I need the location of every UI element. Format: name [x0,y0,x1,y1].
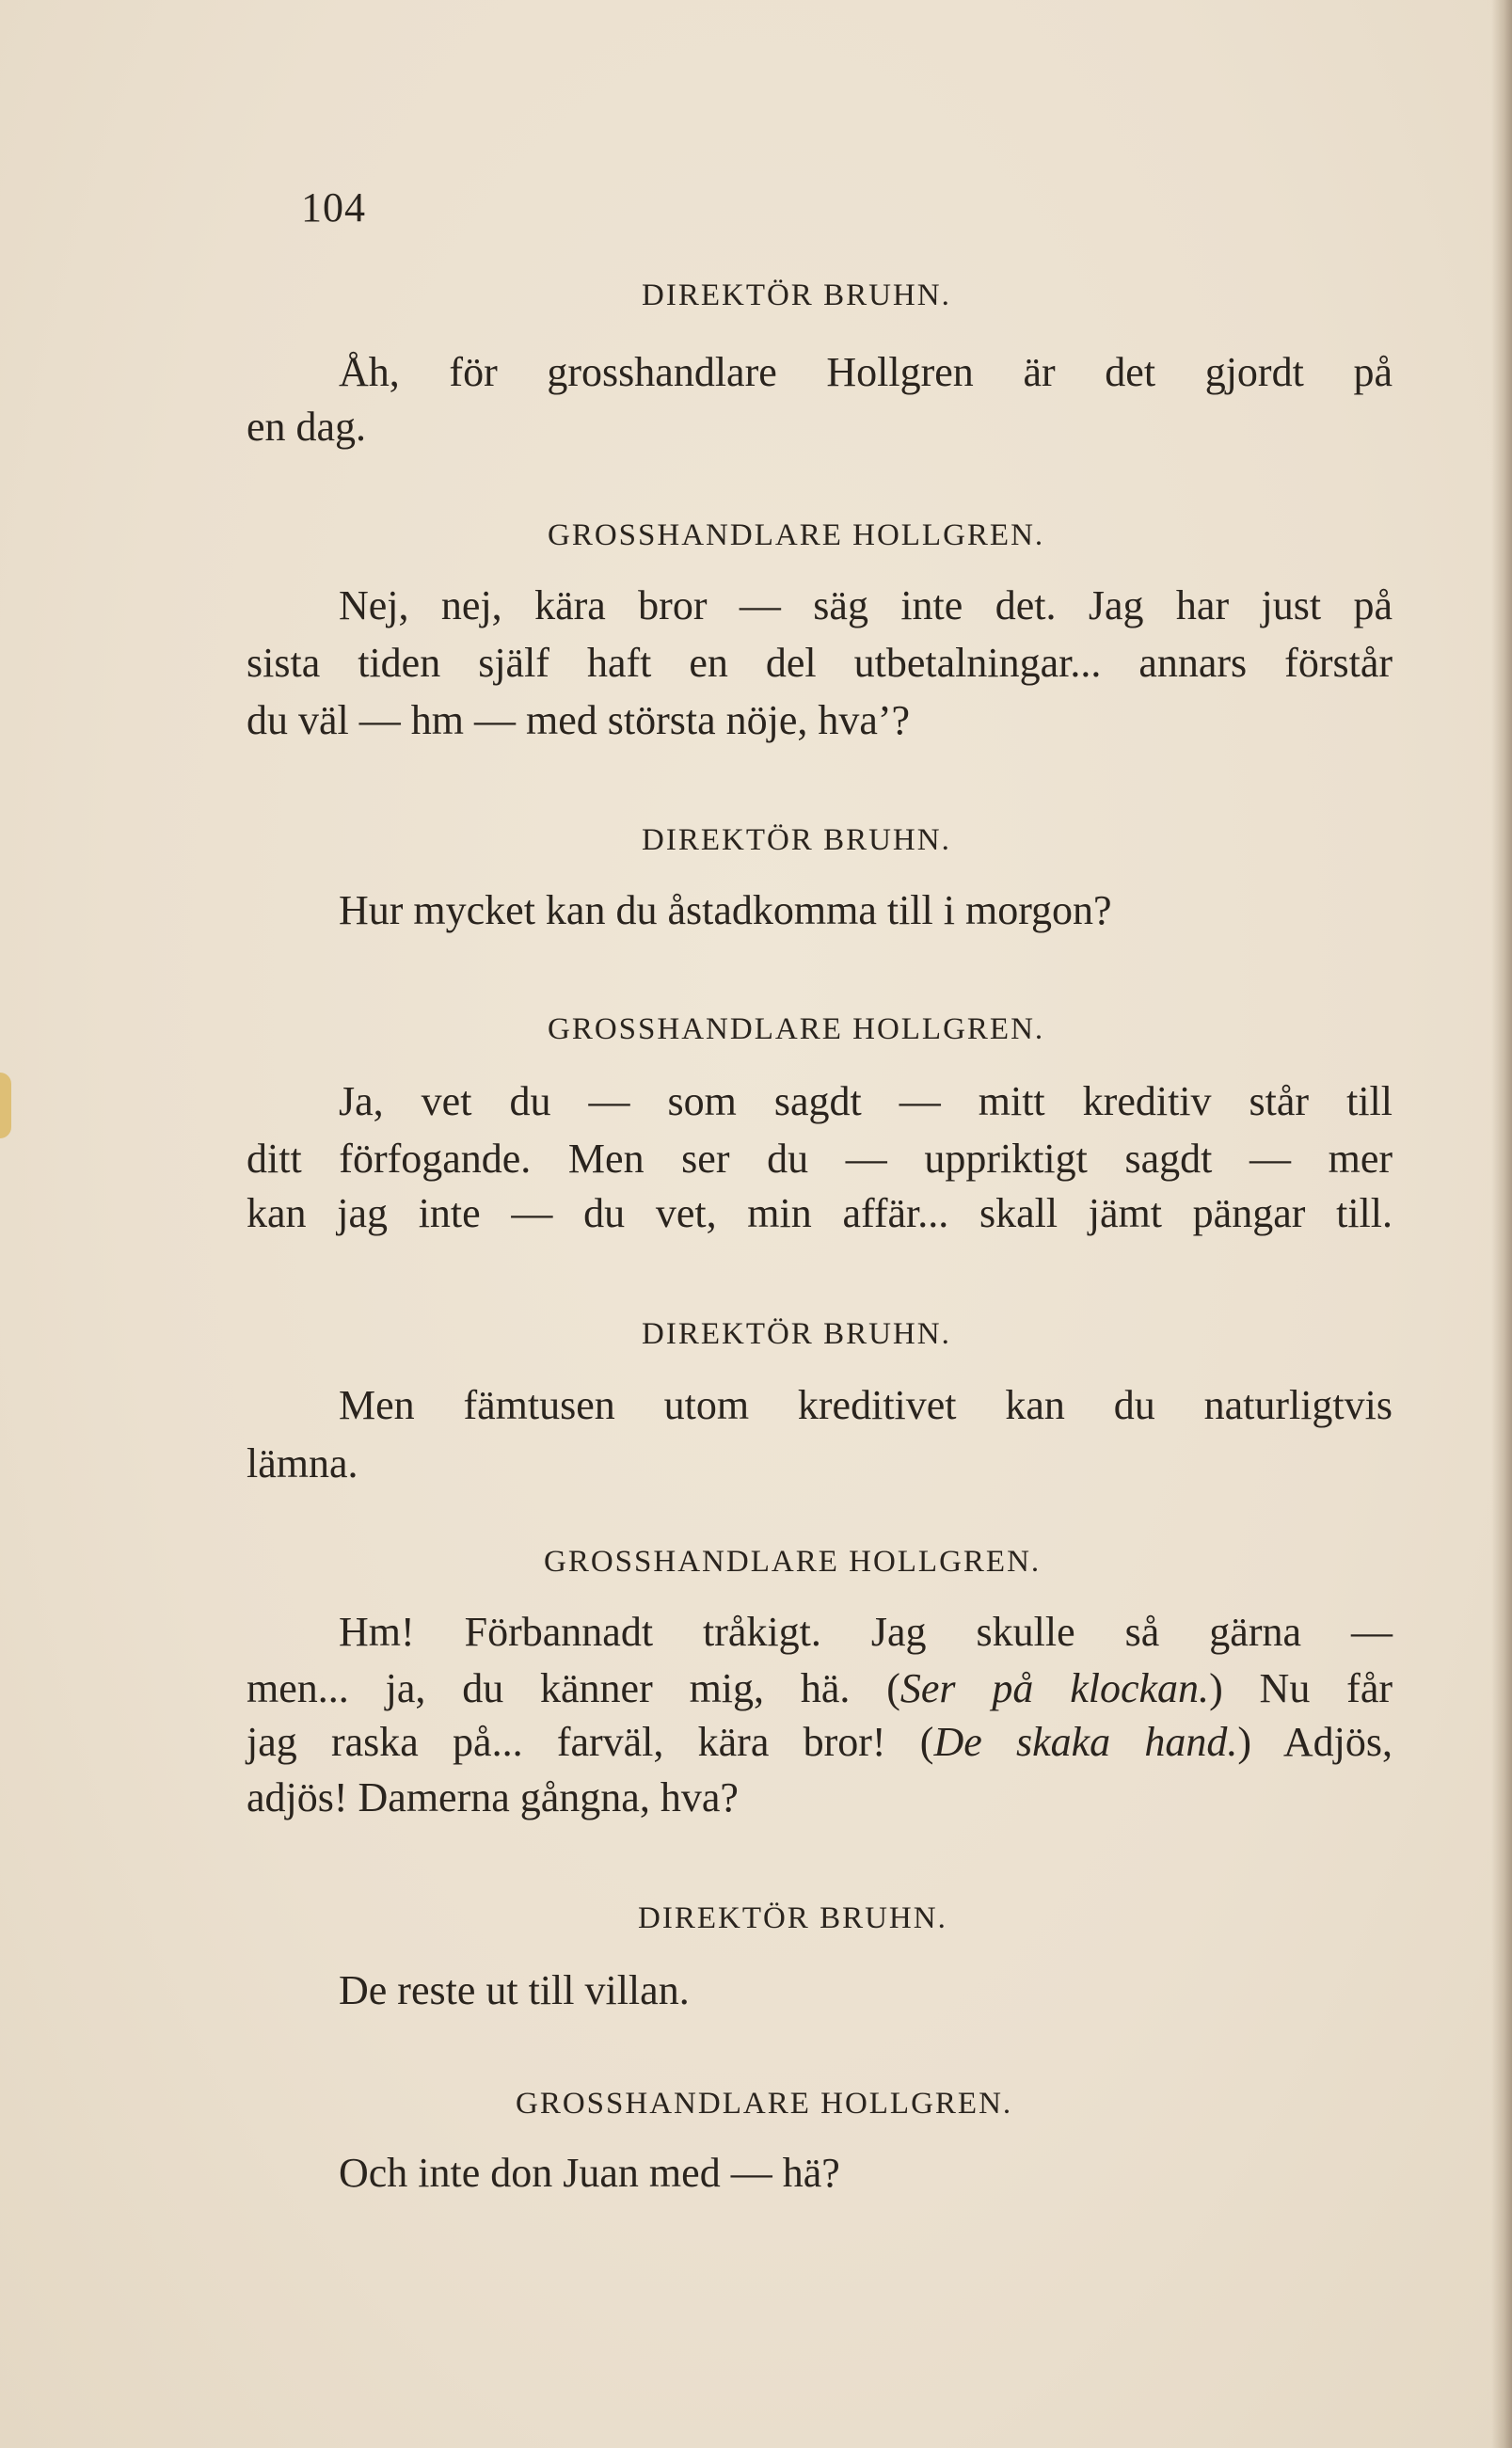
page-number: 104 [301,184,366,230]
dialogue-line [247,1665,1393,1711]
dialogue-fragment: jag raska på... farväl, kära bror! ( [247,1719,934,1765]
dialogue-line: Ja, vet du — som sagdt — mitt kreditiv står till [339,1078,1393,1124]
speaker-name: DIREKTÖR BRUHN. [642,823,951,857]
dialogue-line: du väl — hm — med största nöje, hva’? [247,697,911,743]
speaker-name: GROSSHANDLARE HOLLGREN. [516,2087,1013,2121]
speaker-name: GROSSHANDLARE HOLLGREN. [544,1545,1042,1579]
dialogue-line: Hm! Förbannadt tråkigt. Jag skulle så gärna — [339,1609,1393,1655]
speaker-name: DIREKTÖR BRUHN. [642,1317,951,1351]
dialogue-line: Nej, nej, kära bror — säg inte det. Jag har just på [339,582,1393,628]
speaker-name: GROSSHANDLARE HOLLGREN. [548,518,1045,552]
dialogue-line: kan jag inte — du vet, min affär... skall jämt pängar till. [247,1190,1393,1236]
dialogue-line: lämna. [247,1440,358,1486]
dialogue-line: adjös! Damerna gångna, hva? [247,1774,739,1820]
dialogue-fragment: men... ja, du känner mig, hä. ( [247,1665,900,1711]
speaker-name: GROSSHANDLARE HOLLGREN. [548,1012,1045,1046]
speaker-name: DIREKTÖR BRUHN. [638,1901,947,1935]
dialogue-line: en dag. [247,404,367,450]
dialogue-line: ditt förfogande. Men ser du — uppriktigt sagdt — mer [247,1136,1393,1182]
dialogue-line [247,1719,1393,1765]
stage-direction: De skaka hand. [933,1719,1238,1765]
dialogue-line: Men fämtusen utom kreditivet kan du naturligtvis [339,1382,1393,1428]
stage-direction: Ser på klockan. [899,1665,1210,1711]
page-edge-shadow [1491,0,1512,2448]
dialogue-fragment: ) Adjös, [1237,1719,1393,1765]
dialogue-line: Hur mycket kan du åstadkomma till i morgon? [339,887,1112,933]
dialogue-line: Åh, för grosshandlare Hollgren är det gjordt på [339,349,1393,395]
speaker-name: DIREKTÖR BRUHN. [642,278,951,312]
dialogue-fragment: ) Nu får [1209,1665,1393,1711]
dialogue-line: De reste ut till villan. [339,1967,690,2013]
dialogue-line: sista tiden själf haft en del utbetalningar... annars förstår [247,640,1393,686]
dialogue-line: Och inte don Juan med — hä? [339,2150,840,2196]
margin-stain [0,1073,11,1138]
